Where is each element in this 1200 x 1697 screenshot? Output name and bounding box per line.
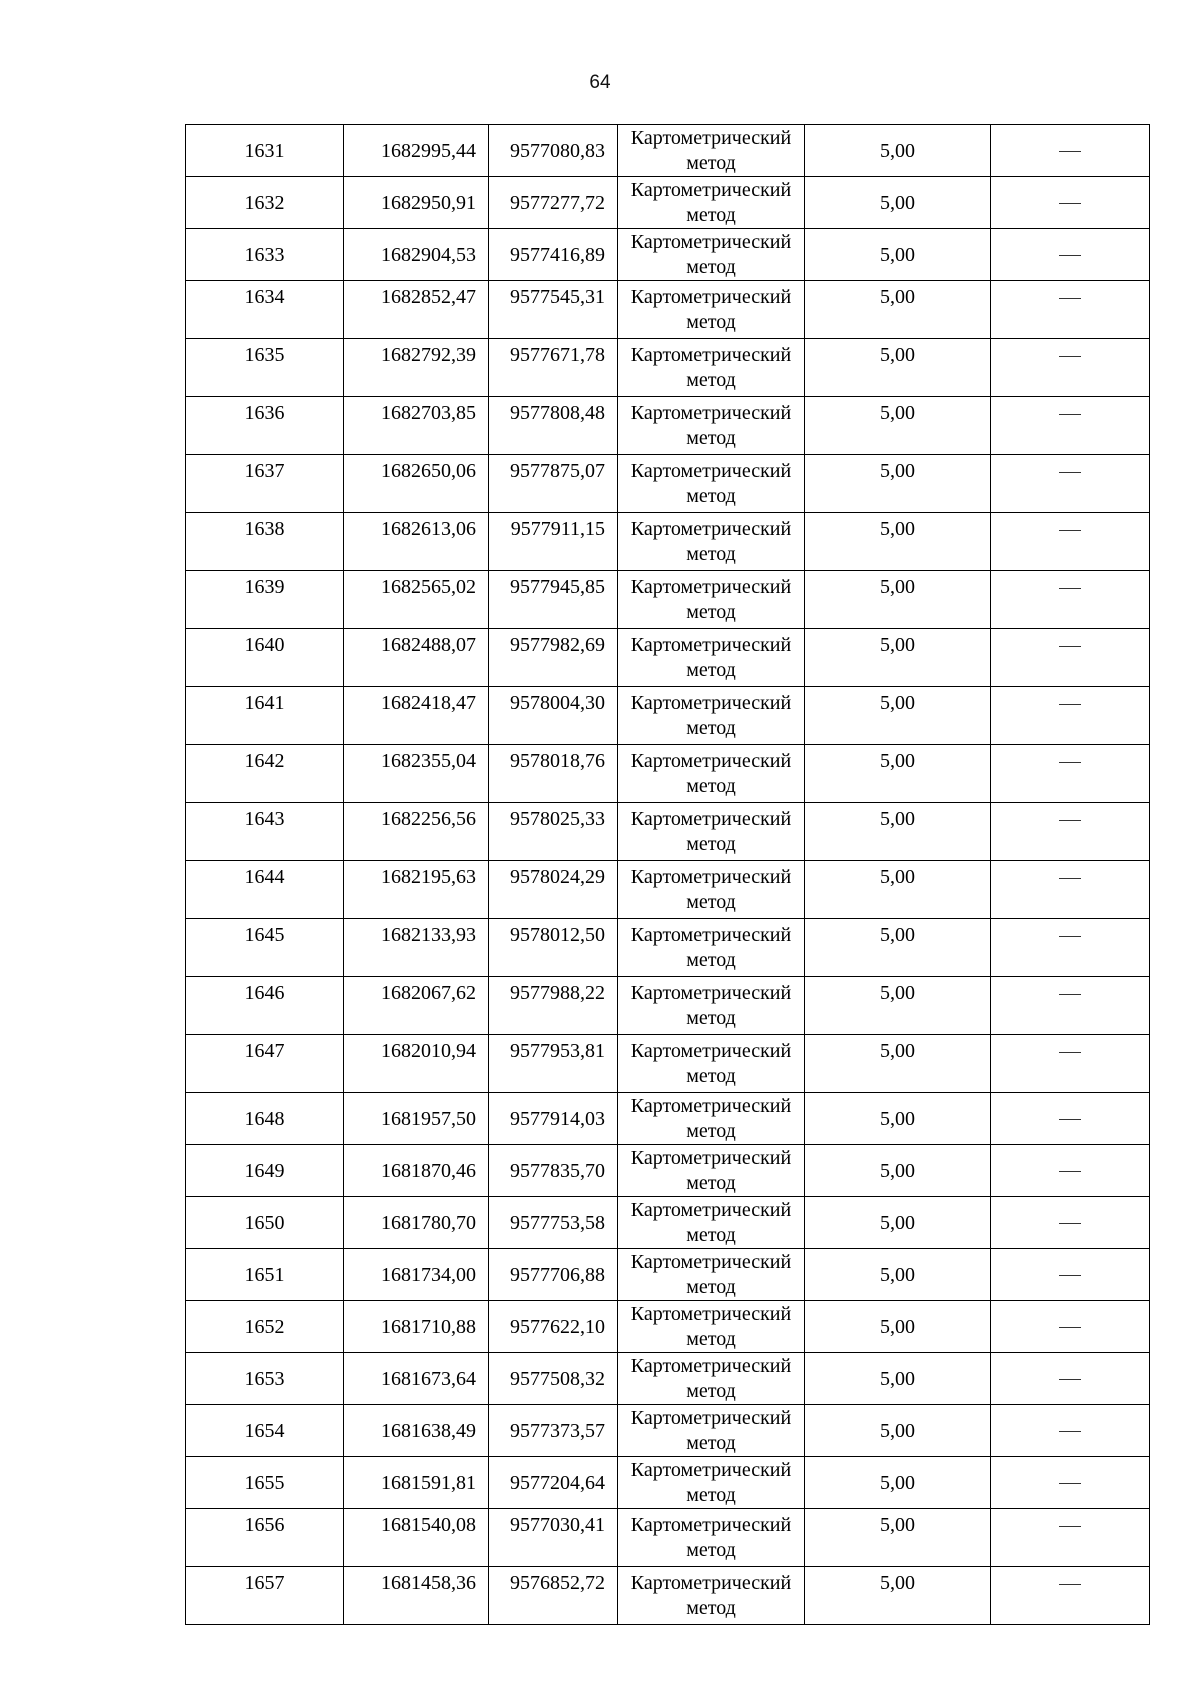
method-text: Картометрический метод [630, 1198, 792, 1246]
y-coordinate-cell: 9577030,41 [489, 1509, 618, 1567]
note-cell [991, 281, 1150, 339]
dash-text [1059, 298, 1081, 299]
dash-text [1059, 1052, 1081, 1053]
note-cell [991, 125, 1150, 177]
y-coordinate-cell: 9577671,78 [489, 339, 618, 397]
note-cell [991, 397, 1150, 455]
table-row [186, 1145, 1150, 1197]
point-number-cell: 1644 [186, 861, 344, 919]
x-coordinate-cell: 1682703,85 [344, 397, 489, 455]
accuracy-cell: 5,00 [805, 1301, 991, 1353]
x-coordinate-cell: 1681710,88 [344, 1301, 489, 1353]
accuracy-cell: 5,00 [805, 455, 991, 513]
accuracy-cell: 5,00 [805, 1509, 991, 1567]
x-coordinate-cell: 1682010,94 [344, 1035, 489, 1093]
y-coordinate-cell: 9578004,30 [489, 687, 618, 745]
method-cell [618, 803, 805, 861]
accuracy-cell: 5,00 [805, 919, 991, 977]
x-coordinate-cell: 1681870,46 [344, 1145, 489, 1197]
dash-text [1059, 1275, 1081, 1276]
note-cell [991, 977, 1150, 1035]
y-coordinate-cell: 9577835,70 [489, 1145, 618, 1197]
note-cell [991, 629, 1150, 687]
accuracy-cell: 5,00 [805, 745, 991, 803]
method-text: Картометрический метод [630, 633, 792, 681]
method-cell [618, 571, 805, 629]
table-row [186, 687, 1150, 745]
point-number-cell: 1635 [186, 339, 344, 397]
dash-text [1059, 1431, 1081, 1432]
x-coordinate-cell: 1681458,36 [344, 1567, 489, 1625]
x-coordinate-cell: 1682418,47 [344, 687, 489, 745]
method-text: Картометрический метод [630, 1354, 792, 1402]
point-number-cell: 1653 [186, 1353, 344, 1405]
accuracy-cell: 5,00 [805, 977, 991, 1035]
dash-text [1059, 1526, 1081, 1527]
x-coordinate-cell: 1681957,50 [344, 1093, 489, 1145]
note-cell [991, 513, 1150, 571]
method-text: Картометрический метод [630, 1571, 792, 1619]
method-text: Картометрический метод [630, 1513, 792, 1561]
x-coordinate-cell: 1682067,62 [344, 977, 489, 1035]
point-number-cell: 1655 [186, 1457, 344, 1509]
y-coordinate-cell: 9577988,22 [489, 977, 618, 1035]
accuracy-cell: 5,00 [805, 513, 991, 571]
table-row [186, 629, 1150, 687]
method-cell [618, 1093, 805, 1145]
method-cell [618, 1457, 805, 1509]
note-cell [991, 229, 1150, 281]
accuracy-cell: 5,00 [805, 1093, 991, 1145]
table-row [186, 397, 1150, 455]
note-cell [991, 339, 1150, 397]
note-cell [991, 745, 1150, 803]
method-cell [618, 977, 805, 1035]
method-text: Картометрический метод [630, 343, 792, 391]
table-row [186, 1353, 1150, 1405]
y-coordinate-cell: 9577277,72 [489, 177, 618, 229]
table-row [186, 125, 1150, 177]
note-cell [991, 1093, 1150, 1145]
method-cell [618, 1405, 805, 1457]
point-number-cell: 1650 [186, 1197, 344, 1249]
table-row [186, 803, 1150, 861]
note-cell [991, 571, 1150, 629]
method-cell [618, 1145, 805, 1197]
note-cell [991, 1567, 1150, 1625]
table-row [186, 1197, 1150, 1249]
table-row [186, 1457, 1150, 1509]
note-cell [991, 1353, 1150, 1405]
point-number-cell: 1632 [186, 177, 344, 229]
point-number-cell: 1641 [186, 687, 344, 745]
accuracy-cell: 5,00 [805, 1035, 991, 1093]
method-cell [618, 1353, 805, 1405]
dash-text [1059, 820, 1081, 821]
table-row [186, 339, 1150, 397]
x-coordinate-cell: 1681673,64 [344, 1353, 489, 1405]
method-cell [618, 125, 805, 177]
table-row [186, 861, 1150, 919]
method-cell [618, 1301, 805, 1353]
note-cell [991, 1405, 1150, 1457]
y-coordinate-cell: 9578025,33 [489, 803, 618, 861]
note-cell [991, 1301, 1150, 1353]
point-number-cell: 1657 [186, 1567, 344, 1625]
dash-text [1059, 588, 1081, 589]
point-number-cell: 1639 [186, 571, 344, 629]
x-coordinate-cell: 1682256,56 [344, 803, 489, 861]
note-cell [991, 177, 1150, 229]
accuracy-cell: 5,00 [805, 281, 991, 339]
dash-text [1059, 1119, 1081, 1120]
method-text: Картометрический метод [630, 1302, 792, 1350]
accuracy-cell: 5,00 [805, 1567, 991, 1625]
accuracy-cell: 5,00 [805, 1457, 991, 1509]
note-cell [991, 861, 1150, 919]
y-coordinate-cell: 9577953,81 [489, 1035, 618, 1093]
note-cell [991, 1457, 1150, 1509]
method-text: Картометрический метод [630, 126, 792, 174]
accuracy-cell: 5,00 [805, 1249, 991, 1301]
method-text: Картометрический метод [630, 1094, 792, 1142]
accuracy-cell: 5,00 [805, 1405, 991, 1457]
method-cell [618, 1509, 805, 1567]
x-coordinate-cell: 1682355,04 [344, 745, 489, 803]
point-number-cell: 1642 [186, 745, 344, 803]
table-row [186, 513, 1150, 571]
point-number-cell: 1633 [186, 229, 344, 281]
x-coordinate-cell: 1682613,06 [344, 513, 489, 571]
x-coordinate-cell: 1682792,39 [344, 339, 489, 397]
method-text: Картометрический метод [630, 285, 792, 333]
note-cell [991, 1509, 1150, 1567]
table-row [186, 1509, 1150, 1567]
method-text: Картометрический метод [630, 1250, 792, 1298]
y-coordinate-cell: 9577982,69 [489, 629, 618, 687]
method-text: Картометрический метод [630, 1406, 792, 1454]
x-coordinate-cell: 1682995,44 [344, 125, 489, 177]
x-coordinate-cell: 1682904,53 [344, 229, 489, 281]
dash-text [1059, 704, 1081, 705]
point-number-cell: 1637 [186, 455, 344, 513]
x-coordinate-cell: 1682133,93 [344, 919, 489, 977]
note-cell [991, 455, 1150, 513]
dash-text [1059, 472, 1081, 473]
page-number: 64 [589, 72, 611, 93]
table-row [186, 1035, 1150, 1093]
point-number-cell: 1638 [186, 513, 344, 571]
method-text: Картометрический метод [630, 749, 792, 797]
y-coordinate-cell: 9576852,72 [489, 1567, 618, 1625]
dash-text [1059, 994, 1081, 995]
y-coordinate-cell: 9577416,89 [489, 229, 618, 281]
note-cell [991, 803, 1150, 861]
y-coordinate-cell: 9577875,07 [489, 455, 618, 513]
x-coordinate-cell: 1681540,08 [344, 1509, 489, 1567]
table-row [186, 1301, 1150, 1353]
table-row [186, 1249, 1150, 1301]
note-cell [991, 687, 1150, 745]
table-row [186, 281, 1150, 339]
point-number-cell: 1648 [186, 1093, 344, 1145]
table-row [186, 571, 1150, 629]
method-text: Картометрический метод [630, 1039, 792, 1087]
dash-text [1059, 1483, 1081, 1484]
method-text: Картометрический метод [630, 575, 792, 623]
point-number-cell: 1651 [186, 1249, 344, 1301]
y-coordinate-cell: 9578018,76 [489, 745, 618, 803]
accuracy-cell: 5,00 [805, 687, 991, 745]
point-number-cell: 1647 [186, 1035, 344, 1093]
method-cell [618, 339, 805, 397]
accuracy-cell: 5,00 [805, 803, 991, 861]
table-row [186, 745, 1150, 803]
method-cell [618, 281, 805, 339]
table-row [186, 229, 1150, 281]
method-cell [618, 1197, 805, 1249]
dash-text [1059, 203, 1081, 204]
dash-text [1059, 646, 1081, 647]
method-cell [618, 919, 805, 977]
dash-text [1059, 1171, 1081, 1172]
method-cell [618, 687, 805, 745]
method-text: Картометрический метод [630, 459, 792, 507]
y-coordinate-cell: 9577373,57 [489, 1405, 618, 1457]
note-cell [991, 1249, 1150, 1301]
accuracy-cell: 5,00 [805, 1353, 991, 1405]
note-cell [991, 1035, 1150, 1093]
coordinates-table-body [186, 125, 1150, 1625]
y-coordinate-cell: 9577911,15 [489, 513, 618, 571]
method-cell [618, 455, 805, 513]
method-cell [618, 745, 805, 803]
accuracy-cell: 5,00 [805, 571, 991, 629]
dash-text [1059, 762, 1081, 763]
point-number-cell: 1646 [186, 977, 344, 1035]
y-coordinate-cell: 9577545,31 [489, 281, 618, 339]
point-number-cell: 1654 [186, 1405, 344, 1457]
method-cell [618, 229, 805, 281]
dash-text [1059, 530, 1081, 531]
table-row [186, 977, 1150, 1035]
dash-text [1059, 878, 1081, 879]
point-number-cell: 1652 [186, 1301, 344, 1353]
point-number-cell: 1656 [186, 1509, 344, 1567]
table-row [186, 1567, 1150, 1625]
y-coordinate-cell: 9578024,29 [489, 861, 618, 919]
dash-text [1059, 936, 1081, 937]
point-number-cell: 1640 [186, 629, 344, 687]
table-row [186, 1093, 1150, 1145]
method-cell [618, 177, 805, 229]
method-text: Картометрический метод [630, 1146, 792, 1194]
dash-text [1059, 414, 1081, 415]
accuracy-cell: 5,00 [805, 397, 991, 455]
point-number-cell: 1649 [186, 1145, 344, 1197]
method-text: Картометрический метод [630, 865, 792, 913]
dash-text [1059, 1379, 1081, 1380]
point-number-cell: 1645 [186, 919, 344, 977]
method-text: Картометрический метод [630, 401, 792, 449]
dash-text [1059, 1223, 1081, 1224]
x-coordinate-cell: 1682565,02 [344, 571, 489, 629]
coordinates-table [185, 124, 1150, 1625]
x-coordinate-cell: 1681734,00 [344, 1249, 489, 1301]
point-number-cell: 1631 [186, 125, 344, 177]
y-coordinate-cell: 9577080,83 [489, 125, 618, 177]
table-row [186, 455, 1150, 513]
y-coordinate-cell: 9577914,03 [489, 1093, 618, 1145]
method-text: Картометрический метод [630, 807, 792, 855]
accuracy-cell: 5,00 [805, 339, 991, 397]
method-cell [618, 513, 805, 571]
dash-text [1059, 1327, 1081, 1328]
method-cell [618, 1035, 805, 1093]
dash-text [1059, 356, 1081, 357]
point-number-cell: 1634 [186, 281, 344, 339]
accuracy-cell: 5,00 [805, 1197, 991, 1249]
x-coordinate-cell: 1681780,70 [344, 1197, 489, 1249]
note-cell [991, 919, 1150, 977]
x-coordinate-cell: 1681591,81 [344, 1457, 489, 1509]
method-text: Картометрический метод [630, 517, 792, 565]
note-cell [991, 1145, 1150, 1197]
y-coordinate-cell: 9577808,48 [489, 397, 618, 455]
x-coordinate-cell: 1682950,91 [344, 177, 489, 229]
accuracy-cell: 5,00 [805, 629, 991, 687]
method-cell [618, 629, 805, 687]
y-coordinate-cell: 9578012,50 [489, 919, 618, 977]
note-cell [991, 1197, 1150, 1249]
y-coordinate-cell: 9577945,85 [489, 571, 618, 629]
x-coordinate-cell: 1681638,49 [344, 1405, 489, 1457]
dash-text [1059, 1584, 1081, 1585]
accuracy-cell: 5,00 [805, 125, 991, 177]
method-text: Картометрический метод [630, 230, 792, 278]
method-text: Картометрический метод [630, 981, 792, 1029]
accuracy-cell: 5,00 [805, 229, 991, 281]
accuracy-cell: 5,00 [805, 861, 991, 919]
x-coordinate-cell: 1682195,63 [344, 861, 489, 919]
method-cell [618, 861, 805, 919]
x-coordinate-cell: 1682488,07 [344, 629, 489, 687]
y-coordinate-cell: 9577508,32 [489, 1353, 618, 1405]
point-number-cell: 1636 [186, 397, 344, 455]
table-row [186, 919, 1150, 977]
method-cell [618, 1567, 805, 1625]
y-coordinate-cell: 9577753,58 [489, 1197, 618, 1249]
dash-text [1059, 151, 1081, 152]
method-text: Картометрический метод [630, 923, 792, 971]
x-coordinate-cell: 1682852,47 [344, 281, 489, 339]
y-coordinate-cell: 9577204,64 [489, 1457, 618, 1509]
method-text: Картометрический метод [630, 691, 792, 739]
table-row [186, 1405, 1150, 1457]
table-row [186, 177, 1150, 229]
accuracy-cell: 5,00 [805, 177, 991, 229]
dash-text [1059, 255, 1081, 256]
point-number-cell: 1643 [186, 803, 344, 861]
method-cell [618, 1249, 805, 1301]
x-coordinate-cell: 1682650,06 [344, 455, 489, 513]
method-cell [618, 397, 805, 455]
method-text: Картометрический метод [630, 178, 792, 226]
accuracy-cell: 5,00 [805, 1145, 991, 1197]
y-coordinate-cell: 9577622,10 [489, 1301, 618, 1353]
method-text: Картометрический метод [630, 1458, 792, 1506]
y-coordinate-cell: 9577706,88 [489, 1249, 618, 1301]
